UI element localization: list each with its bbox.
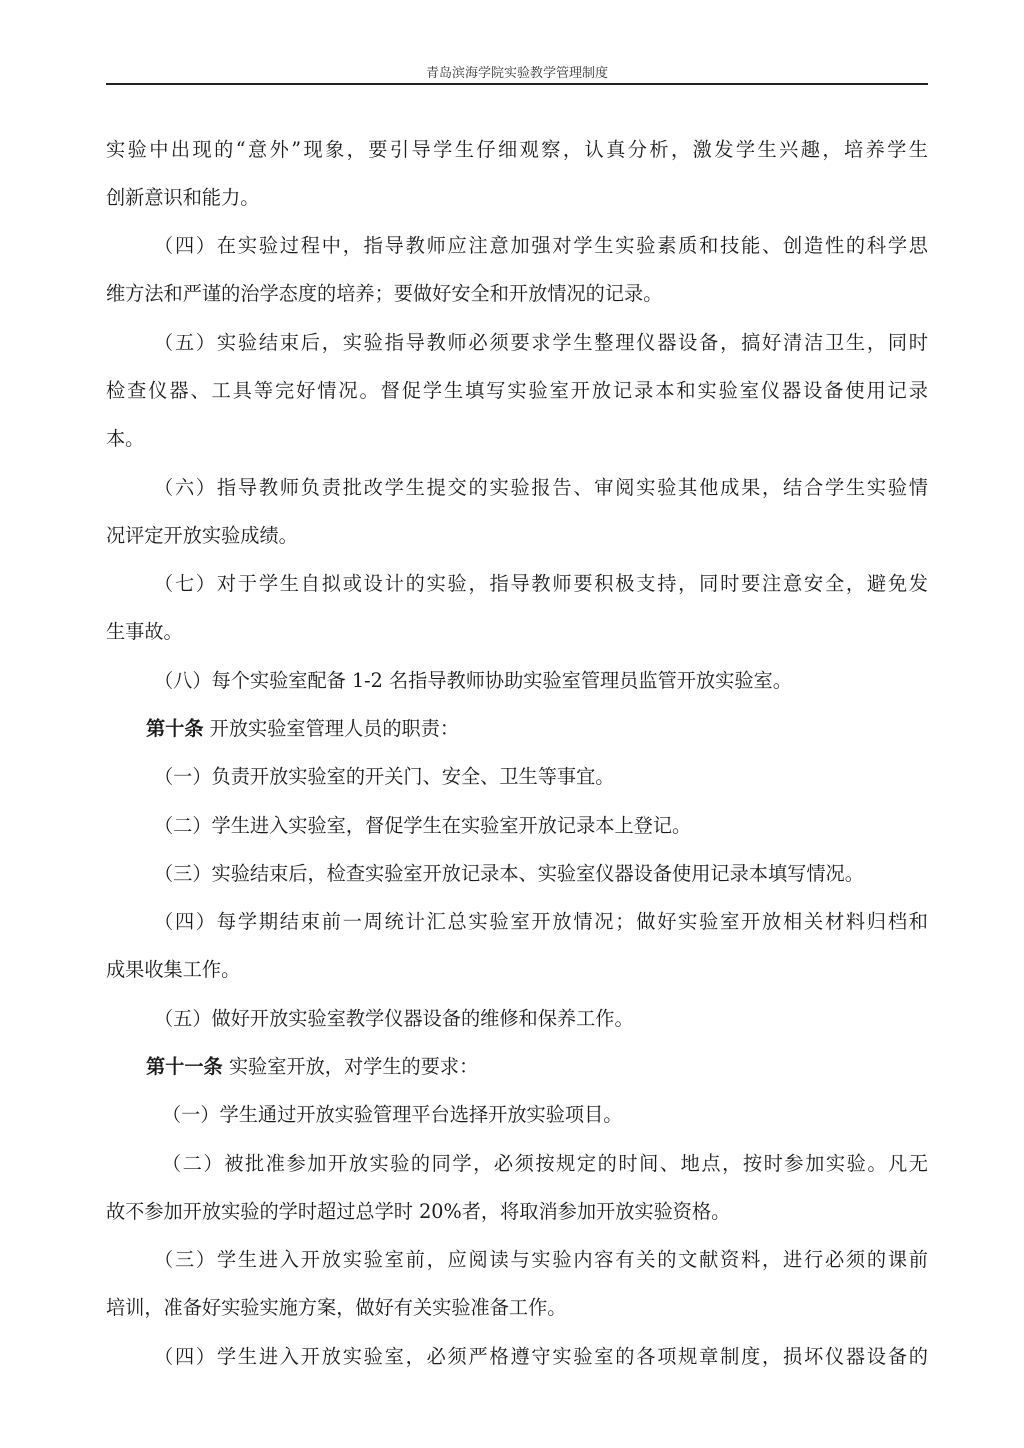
article-ten-text: 开放实验室管理人员的职责： xyxy=(209,717,460,740)
paragraph-line: 况评定开放实验成绩。 xyxy=(106,524,298,547)
paragraph-line: （七）对于学生自拟或设计的实验，指导教师要积极支持，同时要注意安全，避免发 xyxy=(154,572,928,595)
page-header-title: 青岛滨海学院实验教学管理制度 xyxy=(425,66,608,81)
paragraph-line: （四）学生进入开放实验室，必须严格遵守实验室的各项规章制度，损坏仪器设备的 xyxy=(154,1345,928,1368)
paragraph-line: （三）实验结束后，检查实验室开放记录本、实验室仪器设备使用记录本填写情况。 xyxy=(154,862,864,885)
header-divider xyxy=(106,83,928,85)
paragraph-line: （三）学生进入开放实验室前，应阅读与实验内容有关的文献资料，进行必须的课前 xyxy=(154,1248,928,1271)
paragraph-line: （五）做好开放实验室教学仪器设备的维修和保养工作。 xyxy=(154,1007,634,1030)
paragraph-line: 实验中出现的“意外”现象，要引导学生仔细观察，认真分析，激发学生兴趣，培养学生 xyxy=(106,138,928,161)
paragraph-line: 成果收集工作。 xyxy=(106,958,241,981)
article-eleven-text: 实验室开放，对学生的要求： xyxy=(228,1055,479,1078)
paragraph-line: （六）指导教师负责批改学生提交的实验报告、审阅实验其他成果，结合学生实验情 xyxy=(154,476,928,499)
paragraph-line: （五）实验结束后，实验指导教师必须要求学生整理仪器设备，搞好清洁卫生，同时 xyxy=(154,331,928,354)
paragraph-line: 生事故。 xyxy=(106,620,183,643)
article-eleven-label: 第十一条 xyxy=(146,1055,223,1078)
article-eleven-heading xyxy=(146,1043,928,1091)
article-ten-heading xyxy=(146,705,928,753)
paragraph-line: （二）学生进入实验室，督促学生在实验室开放记录本上登记。 xyxy=(154,814,692,837)
paragraph-line: 维方法和严谨的治学态度的培养；要做好安全和开放情况的记录。 xyxy=(106,282,663,305)
paragraph-line: （四）在实验过程中，指导教师应注意加强对学生实验素质和技能、创造性的科学思 xyxy=(154,234,928,257)
article-ten-label: 第十条 xyxy=(146,717,204,740)
paragraph-line: （八）每个实验室配备 1-2 名指导教师协助实验室管理员监管开放实验室。 xyxy=(154,669,792,692)
paragraph-line: （二）被批准参加开放实验的同学，必须按规定的时间、地点，按时参加实验。凡无 xyxy=(162,1152,928,1175)
paragraph-line: （一）学生通过开放实验管理平台选择开放实验项目。 xyxy=(162,1103,623,1126)
paragraph-line: 故不参加开放实验的学时超过总学时 20%者，将取消参加开放实验资格。 xyxy=(106,1200,731,1223)
paragraph-line: 培训，准备好实验实施方案，做好有关实验准备工作。 xyxy=(106,1296,567,1319)
paragraph-line: 检查仪器、工具等完好情况。督促学生填写实验室开放记录本和实验室仪器设备使用记录 xyxy=(106,379,928,402)
paragraph-line: （四）每学期结束前一周统计汇总实验室开放情况；做好实验室开放相关材料归档和 xyxy=(154,910,928,933)
paragraph-line: 本。 xyxy=(106,427,145,450)
paragraph-line: 创新意识和能力。 xyxy=(106,186,260,209)
paragraph-line: （一）负责开放实验室的开关门、安全、卫生等事宜。 xyxy=(154,765,615,788)
